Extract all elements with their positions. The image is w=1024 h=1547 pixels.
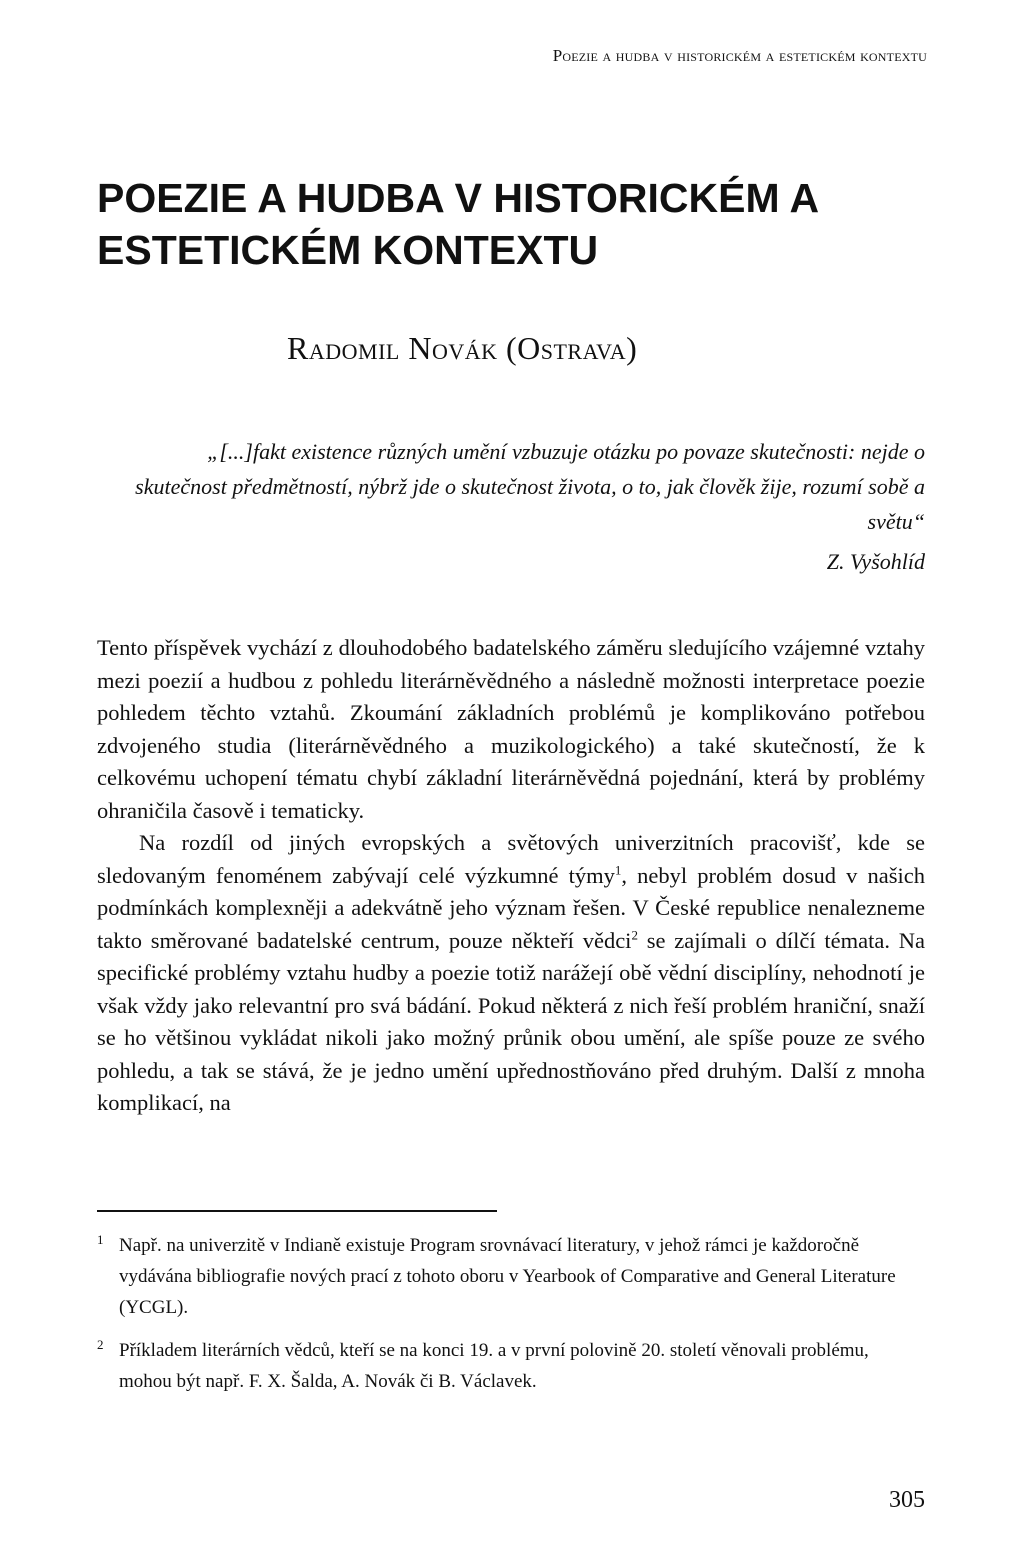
footnote-divider xyxy=(97,1210,497,1212)
footnote-text: Např. na univerzitě v Indianě existuje Program srovnávací literatury, v jehož rámci je každoročně vydávána bibliografie nových prací z tohoto oboru v Yearbook of Comparative and General Literature (YCGL). xyxy=(119,1235,896,1318)
footnotes xyxy=(97,1230,925,1409)
footnote-2 xyxy=(97,1335,925,1397)
footnote-text: Příkladem literárních vědců, kteří se na konci 19. a v první polovině 20. století věnovali problému, mohou být např. F. X. Šalda, A. Novák či B. Václavek. xyxy=(119,1340,869,1392)
paragraph-2-part-c: se zajímali o dílčí témata. Na specifické problémy vztahu hudby a poezie totiž narážejí obě vědní disciplíny, nehodnotí je však vždy jako relevantní pro svá bádání. Pokud některá z nich řeší problém hraniční, snaží se ho většinou vykládat nikoli jako možný průnik obou umění, ale spíše pouze ze svého pohledu, a tak se stává, že je jedno umění upřednostňováno před druhým. Další z mnoha komplikací, na xyxy=(97,927,925,1115)
page-number: 305 xyxy=(889,1487,925,1513)
epigraph: „[...]fakt existence různých umění vzbuzuje otázku po povaze skutečnosti: nejde o skutečnost předmětností, nýbrž jde o skutečnost života, o to, jak člověk žije, rozumí sobě a světu“ xyxy=(135,439,925,534)
body-text xyxy=(97,632,925,1120)
epigraph-attribution: Z. Vyšohlíd xyxy=(826,549,925,574)
footnote-mark: 1 xyxy=(97,1232,104,1247)
footnote-1 xyxy=(97,1230,925,1323)
paragraph-1: Tento příspěvek vychází z dlouhodobého badatelského záměru sledujícího vzájemné vztahy mezi poezií a hudbou z pohledu literárněvědného a následně možnosti interpretace poezie pohledem těchto vztahů. Zkoumání základních problémů je komplikováno potřebou zdvojeného studia (literárněvědného a muzikologického) a také skutečností, že k celkovému uchopení tématu chybí základní literárněvědná pojednání, která by problémy ohraničila časově i tematicky. xyxy=(97,635,925,823)
paragraph-2-part-a: Na rozdíl od jiných evropských a světových univerzitních pracovišť, kde se sledovaným fenoménem zabývají celé výzkumné týmy xyxy=(97,830,925,888)
footnote-mark: 2 xyxy=(97,1337,104,1352)
footnote-ref-1[interactable]: 1 xyxy=(614,862,622,877)
article-title: POEZIE A HUDBA V HISTORICKÉM A ESTETICKÉM KONTEXTU xyxy=(97,175,818,273)
paragraph-2-part-b: , nebyl problém dosud v našich podmínkách komplexněji a adekvátně jeho význam řešen. V České republice nenalezneme takto směrované badatelské centrum, pouze někteří vědci xyxy=(97,862,925,953)
running-head: Poezie a hudba v historickém a estetickém kontextu xyxy=(552,46,927,65)
footnote-ref-2[interactable]: 2 xyxy=(631,927,638,942)
paragraph-2 xyxy=(97,827,925,1120)
author-line: Radomil Novák (Ostrava) xyxy=(287,330,638,366)
